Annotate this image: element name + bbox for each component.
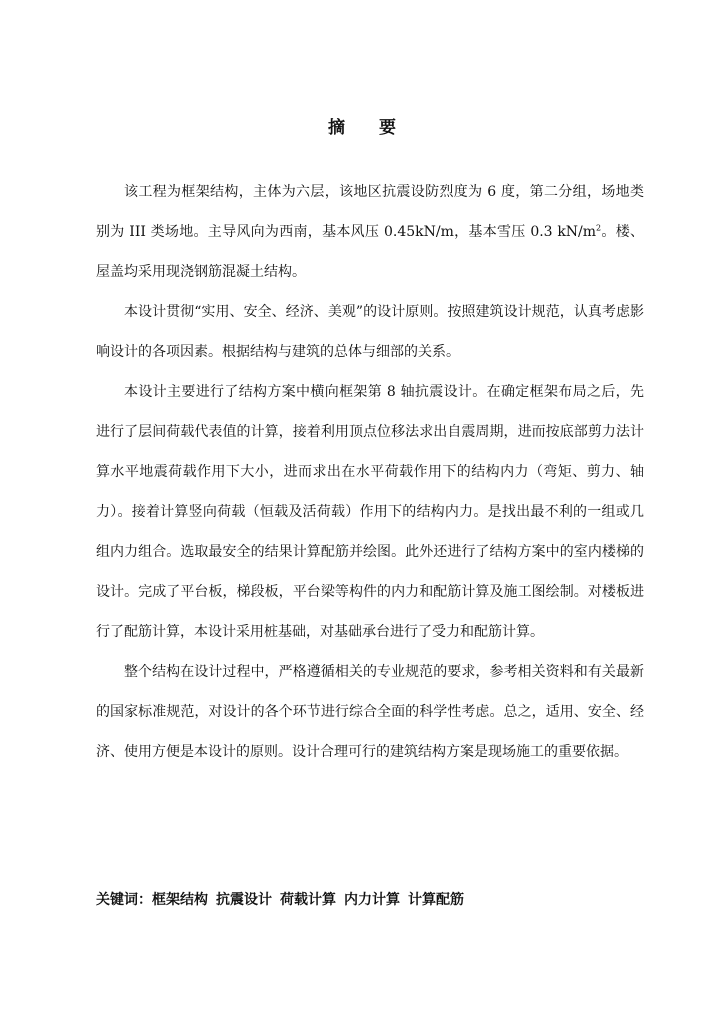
paragraph-project-overview bbox=[96, 172, 644, 292]
paragraph-design-principles: 本设计贯彻“实用、安全、经济、美观”的设计原则。按照建筑设计规范，认真考虑影响设计的各项因素。根据结构与建筑的总体与细部的关系。 bbox=[96, 304, 644, 360]
paragraph-project-overview-tail: 。楼、屋盖均采用现浇钢筋混凝土结构。 bbox=[96, 224, 645, 280]
superscript-exponent: 2 bbox=[596, 223, 602, 233]
keyword-item: 计算配筋 bbox=[408, 892, 464, 908]
paragraph-project-overview-text: 该工程为框架结构，主体为六层，该地区抗震设防烈度为 6 度，第二分组，场地类别为 III 类场地。主导风向为西南，基本风压 0.45kN/m，基本雪压 0.3 kN/m bbox=[96, 184, 644, 240]
keywords-line bbox=[96, 888, 644, 912]
keywords-label: 关键词： bbox=[96, 892, 152, 908]
abstract-body bbox=[96, 172, 644, 772]
keyword-item: 荷载计算 bbox=[280, 892, 336, 908]
page-title: 摘 要 bbox=[328, 118, 410, 138]
keyword-item: 框架结构 bbox=[152, 892, 208, 908]
paragraph-conclusion: 整个结构在设计过程中，严格遵循相关的专业规范的要求，参考相关资料和有关最新的国家标准规范，对设计的各个环节进行综合全面的科学性考虑。总之，适用、安全、经济、使用方便是本设计的原则。设计合理可行的建筑结构方案是现场施工的重要依据。 bbox=[96, 664, 644, 760]
keyword-item: 内力计算 bbox=[344, 892, 400, 908]
paragraph-design-content: 本设计主要进行了结构方案中横向框架第 8 轴抗震设计。在确定框架布局之后，先进行了层间荷载代表值的计算，接着利用顶点位移法求出自震周期，进而按底部剪力法计算水平地震荷载作用下大小，进而求出在水平荷载作用下的结构内力（弯矩、剪力、轴力）。接着计算竖向荷载（恒载及活荷载）作用下的结构内力。是找出最不利的一组或几组内力组合。选取最安全的结果计算配筋并绘图。此外还进行了结构方案中的室内楼梯的设计。完成了平台板，梯段板，平台梁等构件的内力和配筋计算及施工图绘制。对楼板进行了配筋计算，本设计采用桩基础，对基础承台进行了受力和配筋计算。 bbox=[96, 384, 644, 640]
keyword-item: 抗震设计 bbox=[216, 892, 272, 908]
